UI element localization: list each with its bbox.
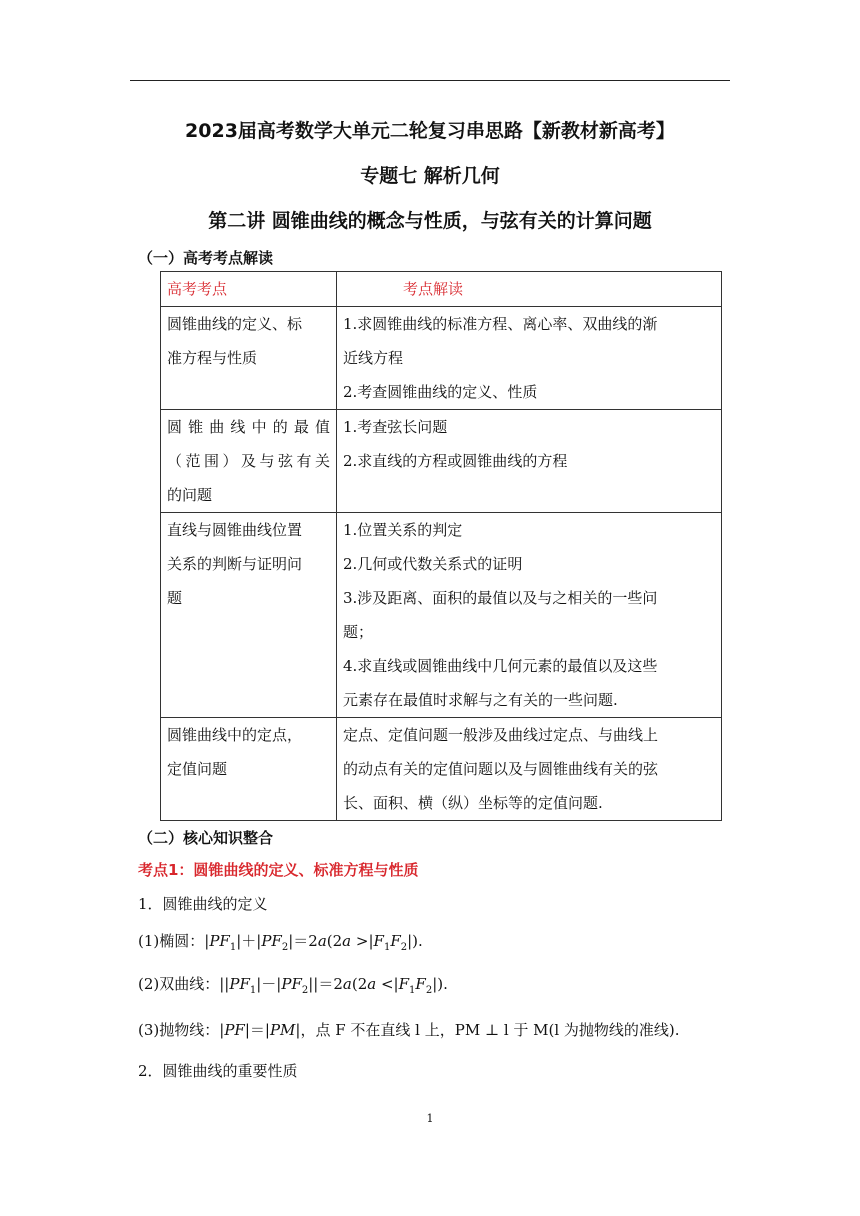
exam-point-cell [161,410,337,513]
cell-line: 1.位置关系的判定 [343,521,463,539]
cell-line: 题 [167,589,183,607]
properties-heading: 2．圆锥曲线的重要性质 [138,1062,298,1080]
header-exam-point: 高考考点 [161,272,337,307]
cell-line: 2.考查圆锥曲线的定义、性质 [343,383,538,401]
cell-line: 直线与圆锥曲线位置 [167,521,303,539]
cell-line: 定点、定值问题一般涉及曲线过定点、与曲线上 [343,726,659,744]
ellipse-formula: $|PF_1|+|PF_2|=2a(2a >|F_1F_2|)$. [204,932,423,953]
cell-line: 1.考查弦长问题 [343,418,448,436]
cell-line: 2.求直线的方程或圆锥曲线的方程 [343,452,568,470]
table-row [161,307,722,410]
section-heading-core-knowledge: （二）核心知识整合 [138,829,274,847]
parabola-text: ，点 F 不在直线 l 上，PM ⊥ l 于 M(l 为抛物线的准线). [300,1021,680,1039]
cell-line: 长、面积、横（纵）坐标等的定值问题. [343,794,603,812]
interpretation-cell [337,307,722,410]
table-header-row [161,272,722,307]
cell-line: 定值问题 [167,760,228,778]
parabola-formula: |PF|＝|PM| [219,1021,301,1039]
exam-point-cell [161,513,337,718]
interpretation-cell [337,513,722,718]
lecture-title: 第二讲 圆锥曲线的概念与性质，与弦有关的计算问题 [208,210,652,232]
topic-title: 专题七 解析几何 [360,165,500,187]
page-number: 1 [426,1112,434,1125]
hyperbola-formula: $||PF_1|-|PF_2||=2a(2a <|F_1F_2|)$. [219,975,448,996]
parabola-label: (3)抛物线： [138,1021,220,1039]
table-row [161,410,722,513]
cell-line: 的问题 [167,486,213,504]
hyperbola-definition [138,973,448,996]
interpretation-cell [337,410,722,513]
cell-line: 题； [343,623,374,641]
hyperbola-label: (2)双曲线： [138,975,220,993]
document-title: 2023届高考数学大单元二轮复习串思路【新教材新高考】 [185,120,675,142]
table-row [161,513,722,718]
definition-heading: 1．圆锥曲线的定义 [138,895,268,913]
ellipse-definition [138,930,423,953]
section-heading-exam-points: （一）高考考点解读 [138,249,274,267]
cell-line: （范围）及与弦有关 [167,452,330,470]
cell-line: 的动点有关的定值问题以及与圆锥曲线有关的弦 [343,760,659,778]
exam-point-cell [161,307,337,410]
cell-line: 3.涉及距离、面积的最值以及与之相关的一些问 [343,589,658,607]
cell-line: 圆锥曲线中的定点， [167,726,303,744]
header-rule [130,80,730,81]
parabola-definition [138,1019,680,1040]
header-interpretation: 考点解读 [337,272,722,307]
kp1-heading: 考点1：圆锥曲线的定义、标准方程与性质 [138,861,419,879]
cell-line: 关系的判断与证明问 [167,555,303,573]
cell-line: 准方程与性质 [167,349,258,367]
exam-points-table [160,271,722,821]
ellipse-label: (1)椭圆： [138,932,205,950]
cell-line: 元素存在最值时求解与之有关的一些问题. [343,691,618,709]
cell-line: 圆锥曲线的定义、标 [167,315,303,333]
table-row [161,718,722,821]
exam-point-cell [161,718,337,821]
cell-line: 4.求直线或圆锥曲线中几何元素的最值以及这些 [343,657,658,675]
cell-line: 近线方程 [343,349,404,367]
cell-line: 1.求圆锥曲线的标准方程、离心率、双曲线的渐 [343,315,658,333]
cell-line: 2.几何或代数关系式的证明 [343,555,523,573]
cell-line: 圆锥曲线中的最值 [167,418,330,436]
interpretation-cell [337,718,722,821]
